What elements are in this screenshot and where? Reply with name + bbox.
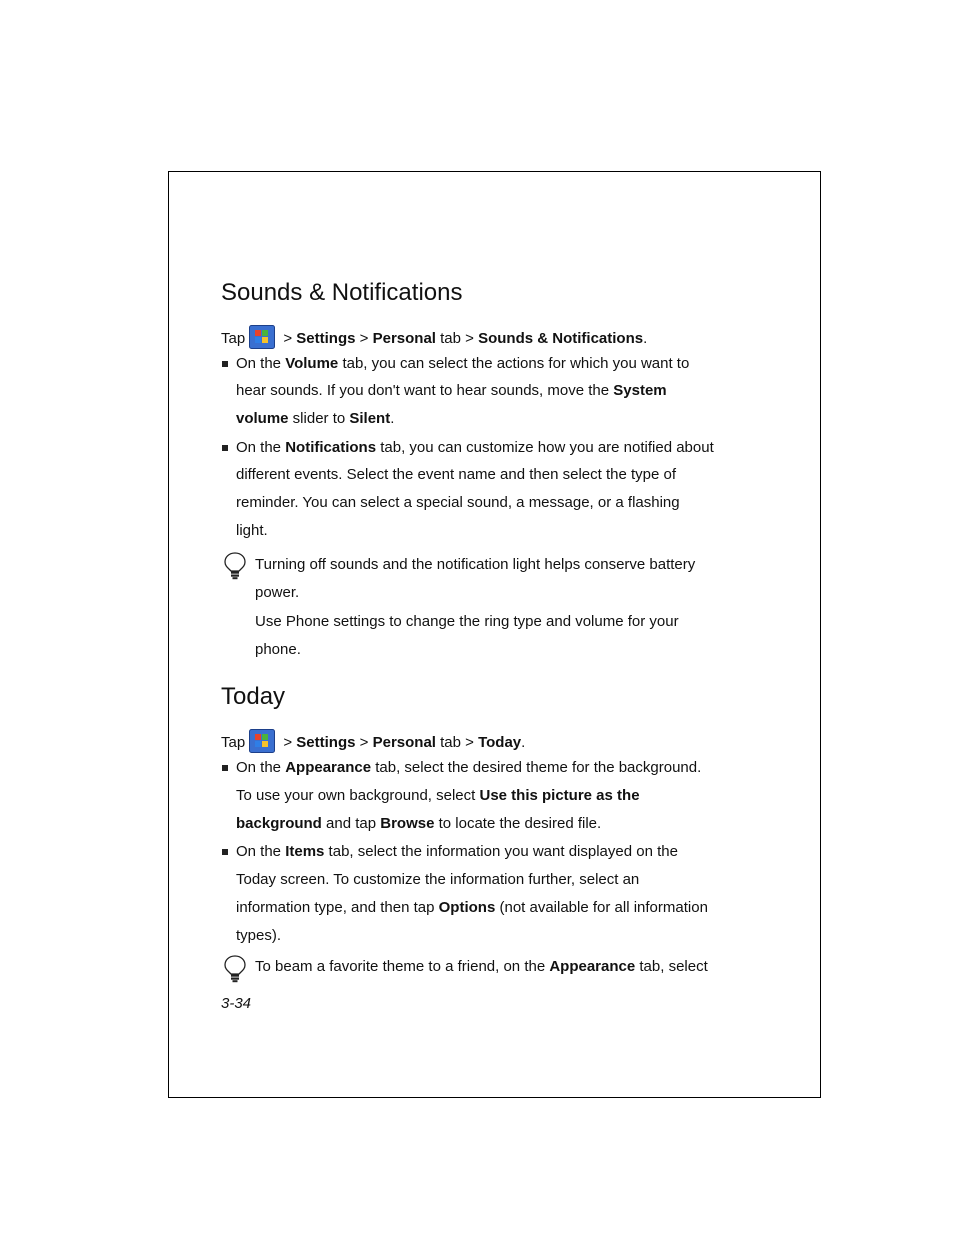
tip-sounds-line3: Use Phone settings to change the ring type and volume for your	[255, 613, 679, 630]
bullet-items-line1: On the Items tab, select the information you want displayed on the	[236, 843, 678, 860]
bullet-items-line4: types).	[236, 927, 282, 944]
bullet-volume-line3: volume slider to Silent.	[236, 410, 395, 427]
bullet-volume-line1: On the Volume tab, you can select the actions for which you want to	[236, 355, 690, 372]
windows-start-icon	[249, 729, 275, 753]
bullet-notifications-line2: different events. Select the event name and then select the type of	[236, 466, 677, 483]
bullet-marker	[222, 765, 228, 771]
bullet-appearance-line1: On the Appearance tab, select the desired theme for the background.	[236, 759, 702, 776]
bullet-notifications-line3: reminder. You can select a special sound, a message, or a flashing	[236, 494, 680, 511]
tip-sounds-line4: phone.	[255, 641, 301, 658]
bullet-items-line3: information type, and then tap Options (not available for all information	[236, 899, 708, 916]
bullet-notifications-line1: On the Notifications tab, you can customize how you are notified about	[236, 439, 714, 456]
bullet-marker	[222, 445, 228, 451]
bullet-appearance-line2: To use your own background, select Use this picture as the	[236, 787, 640, 804]
bullet-marker	[222, 849, 228, 855]
bullet-marker	[222, 361, 228, 367]
tip-sounds-line1: Turning off sounds and the notification light helps conserve battery	[255, 556, 696, 573]
lightbulb-icon	[223, 552, 247, 580]
page-number: 3-34	[221, 995, 252, 1012]
windows-start-icon	[249, 325, 275, 349]
tip-today-line1: To beam a favorite theme to a friend, on the Appearance tab, select	[255, 958, 708, 975]
bullet-volume-line2: hear sounds. If you don't want to hear sounds, move the System	[236, 382, 667, 399]
tip-sounds-line2: power.	[255, 584, 300, 601]
tap-instruction-sounds: Tap > Settings > Personal tab > Sounds & Notifications.	[221, 325, 647, 349]
bullet-appearance-line3: background and tap Browse to locate the desired file.	[236, 815, 602, 832]
section-title-today: Today	[221, 683, 286, 710]
section-title-sounds: Sounds & Notifications	[221, 279, 463, 306]
bullet-items-line2: Today screen. To customize the information further, select an	[236, 871, 640, 888]
tap-instruction-today: Tap > Settings > Personal tab > Today.	[221, 729, 525, 753]
lightbulb-icon	[223, 955, 247, 983]
bullet-notifications-line4: light.	[236, 522, 268, 539]
